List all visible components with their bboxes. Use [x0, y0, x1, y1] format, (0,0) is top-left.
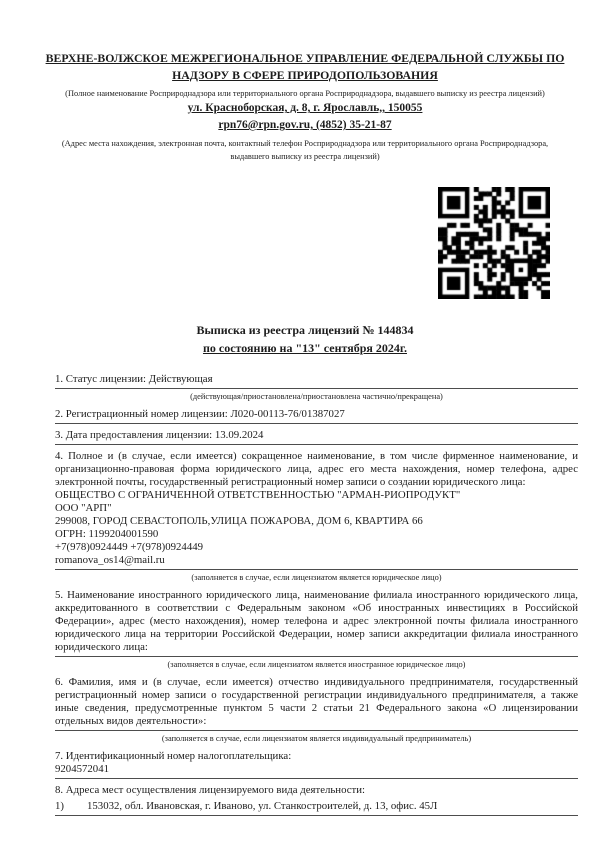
legal-entity-full-name: ОБЩЕСТВО С ОГРАНИЧЕННОЙ ОТВЕТСТВЕННОСТЬЮ "АРМАН-РИОПРОДУКТ": [55, 489, 461, 501]
legal-entity-address: 299008, ГОРОД СЕВАСТОПОЛЬ,УЛИЦА ПОЖАРОВА, ДОМ 6, КВАРТИРА 66: [55, 515, 423, 527]
divider: [55, 778, 578, 779]
field-legal-entity-info: [55, 448, 578, 584]
field-individual-entrepreneur-info: [55, 674, 578, 745]
legal-entity-short-name: ООО "АРП": [55, 502, 112, 514]
individual-entrepreneur-caption: (заполняется в случае, если лицензиатом является индивидуальный предприниматель): [161, 734, 472, 743]
qr-code: [438, 187, 550, 299]
document-title-line1: Выписка из реестра лицензий № 144834: [196, 323, 414, 337]
activity-address-row: [55, 797, 578, 813]
legal-entity-phones: +7(978)0924449 +7(978)0924449: [55, 541, 204, 553]
individual-entrepreneur-description: 6. Фамилия, имя и (в случае, если имеется) отчество индивидуального предпринимателя, государственный регистрационный номер записи о государственной регистрации индивидуального предпринимателя, а также иные сведения, предусмотренные пунктом 5 части 2 статьи 21 Федерального закона «О лицензировании отдельных видов деятельности»:: [55, 676, 578, 727]
license-status-caption: (действующая/приостановлена/приостановлена частично/прекращена): [190, 392, 443, 401]
document-header: [45, 50, 565, 163]
issuing-authority-contacts: rpn76@rpn.gov.ru, (4852) 35-21-87: [218, 119, 392, 131]
divider: [55, 444, 578, 445]
activity-address-index: 1): [55, 800, 64, 812]
legal-entity-caption: (заполняется в случае, если лицензиатом является юридическое лицо): [191, 573, 442, 582]
field-activity-addresses: [55, 782, 578, 816]
activity-addresses-label: 8. Адреса мест осуществления лицензируемого вида деятельности:: [55, 784, 366, 796]
legal-entity-description: 4. Полное и (в случае, если имеется) сокращенное наименование, в том числе фирменное наименование, и организационно-правовая форма юридического лица, адрес его места нахождения, номер телефона, адрес электронной почты, государственный регистрационный номер записи о создании юридического лица:: [55, 450, 578, 488]
document-title-line2: по состоянию на "13" сентября 2024г.: [202, 340, 407, 355]
document-title: [0, 322, 610, 357]
legal-entity-email: romanova_os14@mail.ru: [55, 554, 165, 566]
taxpayer-number-label: 7. Идентификационный номер налогоплательщика:: [55, 750, 292, 762]
field-foreign-entity-info: [55, 587, 578, 671]
legal-entity-ogrn: ОГРН: 1199204001590: [55, 528, 159, 540]
issuing-authority-name: ВЕРХНЕ-ВОЛЖСКОЕ МЕЖРЕГИОНАЛЬНОЕ УПРАВЛЕНИЕ ФЕДЕРАЛЬНОЙ СЛУЖБЫ ПО НАДЗОРУ В СФЕРЕ ПРИРОДОПОЛЬЗОВАНИЯ: [45, 51, 565, 82]
divider: [55, 423, 578, 424]
issuing-authority-contacts-caption: (Адрес места нахождения, электронная почта, контактный телефон Росприроднадзора или территориального органа Росприроднадзора, выдавшего выписку из реестра лицензий): [61, 139, 549, 161]
registration-number-text: 2. Регистрационный номер лицензии: Л020-00113-76/01387027: [55, 408, 345, 420]
divider: [55, 815, 578, 816]
license-status-text: 1. Статус лицензии: Действующая: [55, 373, 213, 385]
field-license-date: [55, 427, 578, 445]
field-taxpayer-number: [55, 748, 578, 779]
taxpayer-number-value: 9204572041: [55, 763, 109, 775]
document-body: [55, 371, 578, 819]
field-license-status: [55, 371, 578, 403]
issuing-authority-address: ул. Красноборская, д. 8, г. Ярославль,, 150055: [187, 102, 423, 114]
field-registration-number: [55, 406, 578, 424]
foreign-entity-description: 5. Наименование иностранного юридического лица, наименование филиала иностранного юридического лица, аккредитованного в соответствии с Федеральным законом «Об иностранных инвестициях в Российской Федерации», адрес (место нахождения), номер телефона и адрес электронной почты филиала иностранного юридического лица на территории Российской Федерации, номер записи аккредитации филиала иностранного юридического лица:: [55, 589, 578, 653]
foreign-entity-caption: (заполняется в случае, если лицензиатом является иностранное юридическое лицо): [167, 660, 466, 669]
license-date-text: 3. Дата предоставления лицензии: 13.09.2024: [55, 429, 264, 441]
issuing-authority-name-caption: (Полное наименование Росприроднадзора или территориального органа Росприроднадзора, выдавшего выписку из реестра лицензий): [65, 89, 545, 98]
activity-address-value: 153032, обл. Ивановская, г. Иваново, ул. Станкостроителей, д. 13, офис. 45Л: [87, 800, 438, 812]
